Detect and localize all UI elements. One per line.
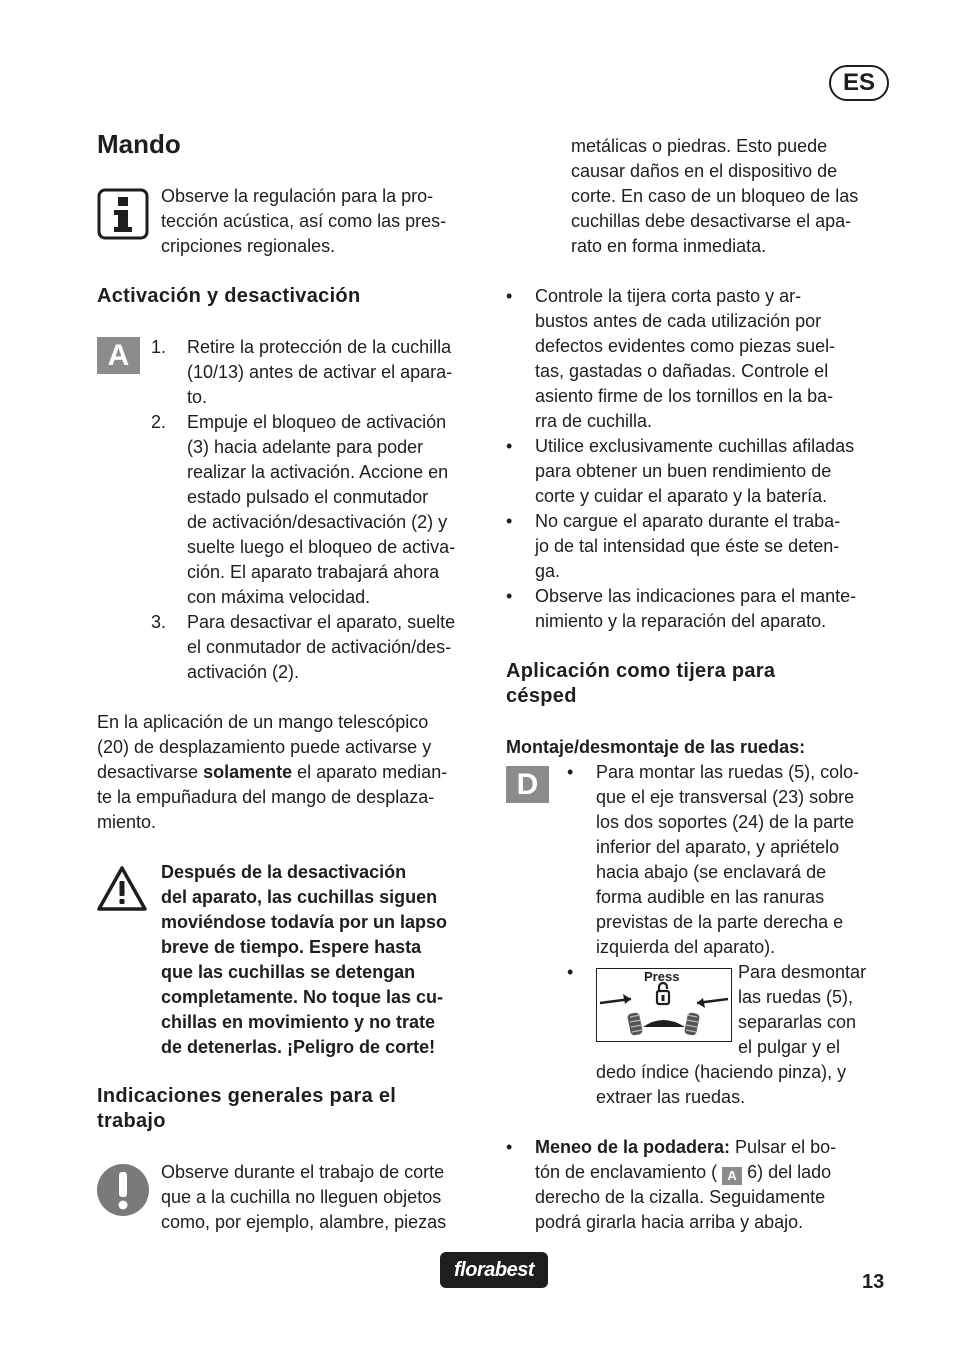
wheel-release-diagram [597,969,731,1041]
list-item: • No cargue el aparato durante el traba- jo de tal intensidad que éste se deten- ga. [506,509,906,584]
step-text: Empuje el bloqueo de activación (3) hacia adelante para poder realizar la activación. Accione en estado pulsado el conmutador de activación/desactivación (2) y suelte luego el bloqueo de activa- ción. El aparato trabajará ahora con máxima velocidad. [187,412,456,607]
step-number: 1. [151,337,167,357]
figure-ref-a-inline: A [722,1167,742,1185]
figure-ref-d: D [506,766,549,803]
telescopic-text-bold: solamente [203,762,293,782]
section-heading-activation: Activación y desactivación [97,285,361,307]
info-icon [97,188,149,240]
caution-icon [96,1163,150,1217]
bullet-marker: • [506,1137,513,1157]
section-heading-lawn: Aplicación como tijera para césped [506,660,776,707]
bullet-marker: • [567,962,574,982]
figure-ref-a: A [97,337,140,374]
warning-text: Después de la desactivación del aparato, las cuchillas siguen moviéndose todavía por un lapso breve de tiempo. Espere hasta que las cuchillas se detengan completamente. No toque las cu- chillas en movimiento y no trate de detenerlas. ¡Peligro de corte! [161,862,448,1057]
press-label: Press [644,969,680,984]
subheading-wheels: Montaje/desmontaje de las ruedas: [506,737,806,757]
press-illustration [596,968,732,1042]
dismount-wheels-text-cont: dedo índice (haciendo pinza), y extraer las ruedas. [596,1062,847,1107]
step-item [151,335,496,410]
telescopic-text-post: el aparato median- te la empuñadura del mango de desplaza- miento. [97,762,448,832]
swivel-paragraph [535,1135,905,1235]
list-item: • Controle la tijera corta pasto y ar- bustos antes de cada utilización por defectos evidentes como piezas suel- tas, gastadas o dañadas. Controle el asiento firme de los tornillos en la ba- rra de cuchilla. [506,284,906,434]
bullet-marker: • [567,762,574,782]
step-text: Retire la protección de la cuchilla (10/13) antes de activar el apara- to. [187,337,453,407]
list-item: • Utilice exclusivamente cuchillas afiladas para obtener un buen rendimiento de corte y cuidar el aparato y la batería. [506,434,906,509]
list-item: • Observe las indicaciones para el mante- nimiento y la reparación del aparato. [506,584,906,634]
language-badge: ES [829,65,889,101]
dismount-wheels-text: Para desmontar las ruedas (5), separarlas con el pulgar y el [738,962,867,1057]
brand-logo: florabest [440,1252,548,1288]
telescopic-text-pre: En la aplicación de un mango telescópico (20) de desplazamiento puede activarse y desactivarse [97,712,432,782]
warning-icon [96,864,148,912]
step-number: 3. [151,612,167,632]
step-item [151,610,496,685]
page-title: Mando [97,129,181,159]
swivel-text-post: 6) del lado derecho de la cizalla. Seguidamente podrá girarla hacia arriba y abajo. [535,1162,832,1232]
section-heading-general: Indicaciones generales para el trabajo [97,1085,397,1132]
page-number: 13 [862,1271,885,1293]
telescopic-paragraph [97,710,497,835]
swivel-label: Meneo de la podadera: [535,1137,731,1157]
step-item [151,410,496,610]
swivel-text-pre: Pulsar el bo- tón de enclavamiento ( [535,1137,837,1182]
mount-wheels-text: Para montar las ruedas (5), colo- que el eje transversal (23) sobre los dos soportes (24) de la parte inferior del aparato, y apriételo hacia abajo (se enclavará de forma audible en las ranuras previstas de la parte derecha e izquierda del aparato). [596,762,860,957]
general-bullets [506,284,906,634]
step-number: 2. [151,412,167,432]
caution-text-continued: metálicas o piedras. Esto puede causar daños en el dispositivo de corte. En caso de un bloqueo de las cuchillas debe desactivarse el apa- rato en forma inmediata. [571,136,859,256]
caution-text: Observe durante el trabajo de corte que a la cuchilla no lleguen objetos como, por ejemplo, alambre, piezas [161,1162,447,1232]
step-text: Para desactivar el aparato, suelte el conmutador de activación/des- activación (2). [187,612,456,682]
info-note: Observe la regulación para la pro- tección acústica, así como las pres- cripciones regionales. [161,186,447,256]
activation-steps [151,335,496,685]
